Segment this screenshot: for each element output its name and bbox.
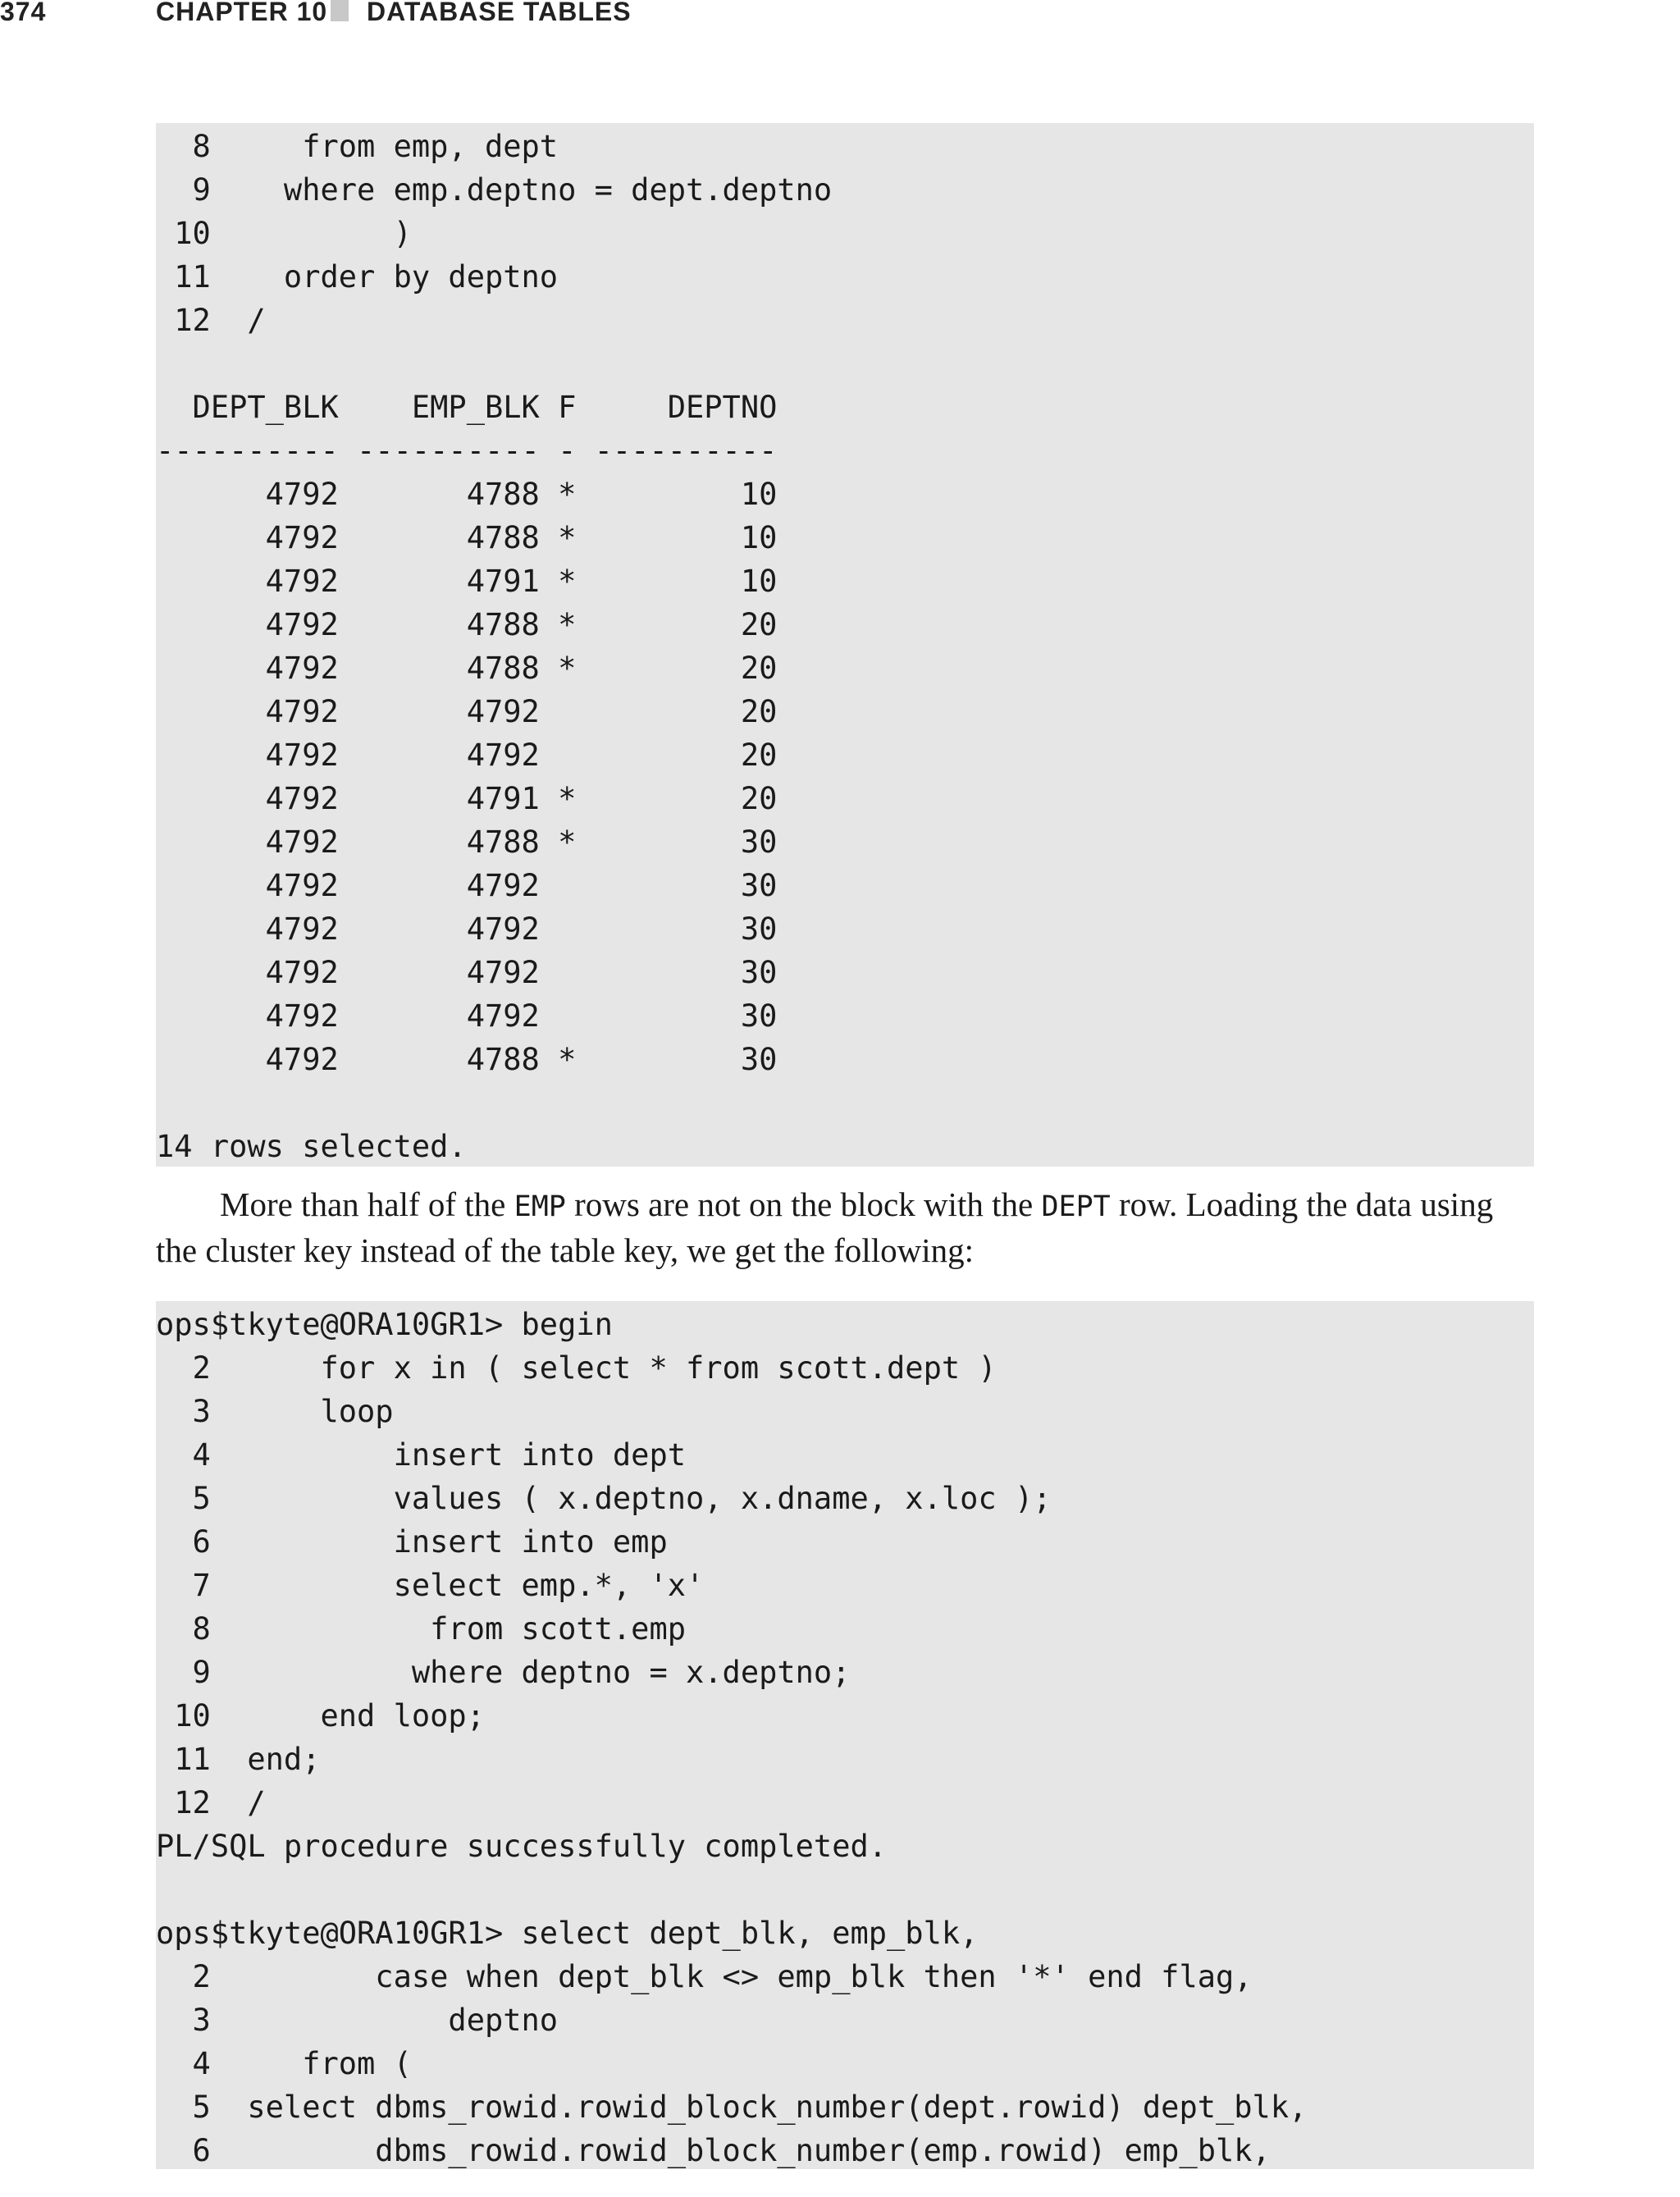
code-listing-query-output: [156, 123, 1534, 1167]
code-listing-text: [156, 1303, 1534, 2172]
code-line: 4792 4788 * 20: [156, 651, 778, 686]
code-line: 4 insert into dept: [156, 1437, 687, 1473]
code-line: 8 from scott.emp: [156, 1611, 687, 1647]
code-line: ops$tkyte@ORA10GR1> select dept_blk, emp_blk,: [156, 1916, 979, 1951]
code-line: 12 /: [156, 1785, 266, 1820]
body-paragraph: [156, 1183, 1534, 1272]
code-line: ---------- ---------- - ----------: [156, 433, 778, 468]
code-line: 4792 4791 * 20: [156, 781, 778, 816]
code-line: 11 order by deptno: [156, 259, 559, 295]
code-line: 14 rows selected.: [156, 1129, 467, 1164]
code-line: 9 where emp.deptno = dept.deptno: [156, 172, 833, 208]
code-line: 6 insert into emp: [156, 1524, 668, 1560]
code-listing-text: [156, 125, 1534, 1168]
paragraph-part-1: More than half of the: [220, 1185, 514, 1223]
inline-code-dept: DEPT: [1041, 1190, 1111, 1223]
running-header: [0, 0, 1680, 33]
paragraph-part-3: row. Loading the data using the cluster key instead of the table key, we get the following:: [156, 1185, 1494, 1269]
code-line: PL/SQL procedure successfully completed.: [156, 1829, 888, 1864]
code-line: 8 from emp, dept: [156, 129, 559, 164]
code-line: 7 select emp.*, 'x': [156, 1568, 705, 1603]
inline-code-emp: EMP: [514, 1190, 566, 1223]
page-number: 374: [0, 0, 47, 26]
code-line: 12 /: [156, 303, 266, 338]
code-line: 4792 4792 30: [156, 955, 778, 990]
code-line: DEPT_BLK EMP_BLK F DEPTNO: [156, 390, 778, 425]
code-line: 3 deptno: [156, 2003, 559, 2038]
code-line: 9 where deptno = x.deptno;: [156, 1655, 851, 1690]
code-line: 10 ): [156, 216, 412, 251]
code-line: 4 from (: [156, 2046, 412, 2081]
code-line: 4792 4788 * 10: [156, 477, 778, 512]
code-line: 2 case when dept_blk <> emp_blk then '*' end flag,: [156, 1959, 1253, 1994]
code-line: 4792 4788 * 10: [156, 520, 778, 555]
code-line: 10 end loop;: [156, 1698, 485, 1733]
code-line: 5 select dbms_rowid.rowid_block_number(dept.rowid) dept_blk,: [156, 2090, 1308, 2125]
code-line: 4792 4792 30: [156, 911, 778, 947]
code-line: 4792 4788 * 30: [156, 824, 778, 860]
code-line: 2 for x in ( select * from scott.dept ): [156, 1350, 997, 1386]
code-line: 6 dbms_rowid.rowid_block_number(emp.rowid) emp_blk,: [156, 2133, 1271, 2168]
code-line: 4792 4792 20: [156, 694, 778, 729]
code-listing-plsql: [156, 1301, 1534, 2169]
code-line: 4792 4791 * 10: [156, 564, 778, 599]
code-line: 3 loop: [156, 1394, 394, 1429]
code-line: 4792 4792 30: [156, 868, 778, 903]
paragraph-part-2: rows are not on the block with the: [565, 1185, 1042, 1223]
code-line: 5 values ( x.deptno, x.dname, x.loc );: [156, 1481, 1052, 1516]
chapter-separator-box: [331, 0, 349, 21]
chapter-title: DATABASE TABLES: [367, 0, 632, 26]
paragraph-text: [156, 1183, 1534, 1272]
code-line: 4792 4792 20: [156, 738, 778, 773]
code-line: 4792 4788 * 30: [156, 1042, 778, 1077]
code-line: 4792 4788 * 20: [156, 607, 778, 642]
code-line: ops$tkyte@ORA10GR1> begin: [156, 1307, 613, 1342]
code-line: 11 end;: [156, 1742, 321, 1777]
code-line: 4792 4792 30: [156, 998, 778, 1034]
chapter-label: CHAPTER 10: [156, 0, 328, 26]
